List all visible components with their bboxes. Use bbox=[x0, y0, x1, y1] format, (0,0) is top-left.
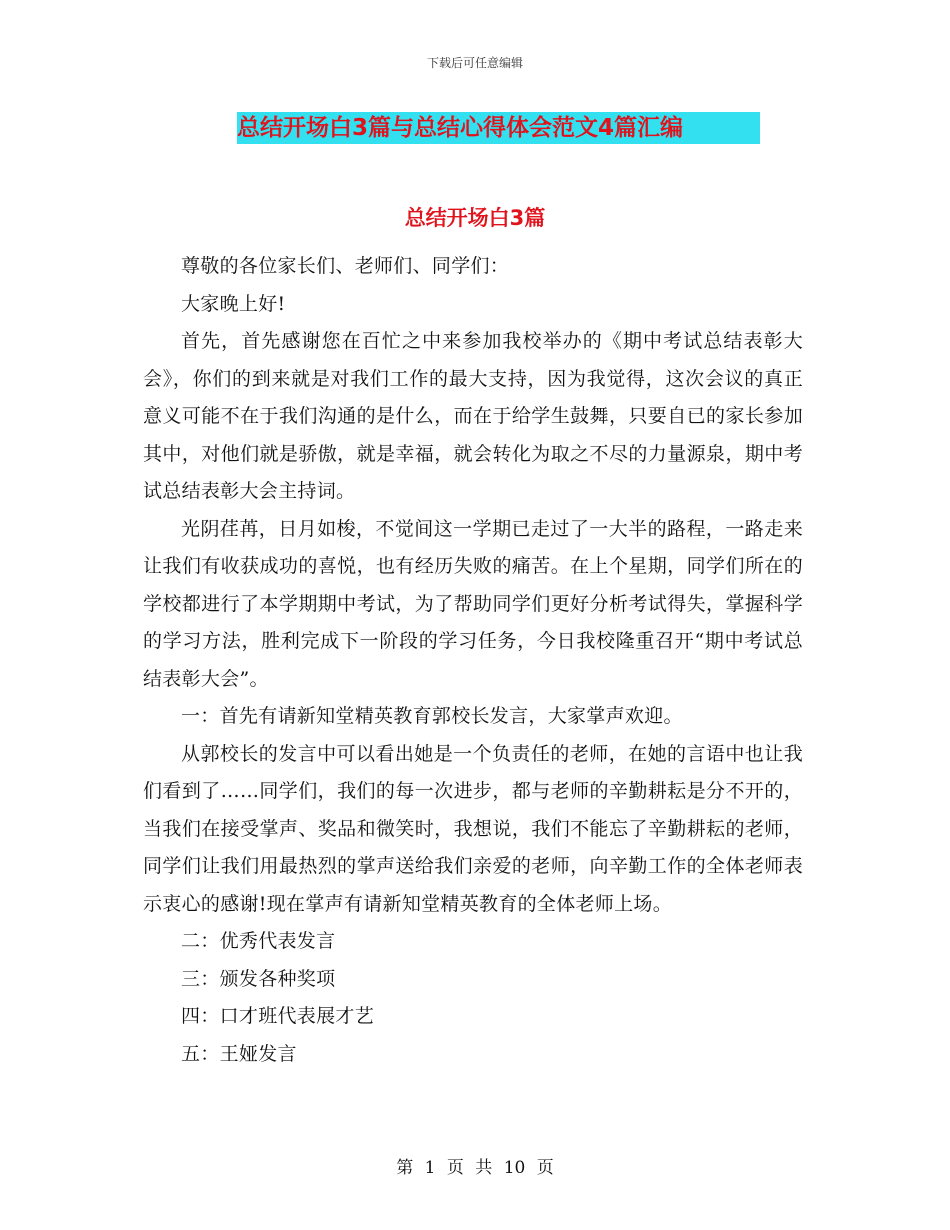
paragraph: 从郭校长的发言中可以看出她是一个负责任的老师，在她的言语中也让我们看到了……同学们，我们的每一次进步，都与老师的辛勤耕耘是分不开的，当我们在接受掌声、奖品和微笑时，我想说，我们不能忘了辛勤耕耘的老师，同学们让我们用最热烈的掌声送给我们亲爱的老师，向辛勤工作的全体老师表示衷心的感谢!现在掌声有请新知堂精英教育的全体老师上场。 bbox=[143, 742, 803, 915]
agenda-item: 五：王娅发言 bbox=[181, 1042, 297, 1065]
document-body bbox=[143, 248, 803, 1073]
paragraph: 光阴荏苒，日月如梭，不觉间这一学期已走过了一大半的路程，一路走来让我们有收获成功的喜悦，也有经历失败的痛苦。在上个星期，同学们所在的学校都进行了本学期期中考试，为了帮助同学们更好分析考试得失，掌握科学的学习方法，胜利完成下一阶段的学习任务，今日我校隆重召开“期中考试总结表彰大会”。 bbox=[143, 517, 803, 690]
agenda-item: 二：优秀代表发言 bbox=[181, 930, 336, 952]
agenda-item: 一：首先有请新知堂精英教育郭校长发言，大家掌声欢迎。 bbox=[181, 705, 683, 727]
agenda-item: 三：颁发各种奖项 bbox=[181, 967, 336, 990]
paragraph: 首先，首先感谢您在百忙之中来参加我校举办的《期中考试总结表彰大会》，你们的到来就是对我们工作的最大支持，因为我觉得，这次会议的真正意义可能不在于我们沟通的是什么，而在于给学生鼓舞，只要自已的家长参加其中，对他们就是骄傲，就是幸福，就会转化为取之不尽的力量源泉，期中考试总结表彰大会主持词。 bbox=[143, 330, 803, 502]
paragraph-salutation: 尊敬的各位家长们、老师们、同学们： bbox=[181, 255, 510, 277]
header-note: 下载后可任意编辑 bbox=[426, 56, 523, 70]
document-title: 总结开场白3篇与总结心得体会范文4篇汇编 bbox=[237, 112, 760, 144]
section-title: 总结开场白3篇 bbox=[404, 206, 546, 230]
paragraph-greeting: 大家晚上好! bbox=[181, 292, 286, 315]
page-indicator: 第 1 页 共 10 页 bbox=[396, 1158, 554, 1178]
agenda-item: 四：口才班代表展才艺 bbox=[181, 1005, 375, 1027]
